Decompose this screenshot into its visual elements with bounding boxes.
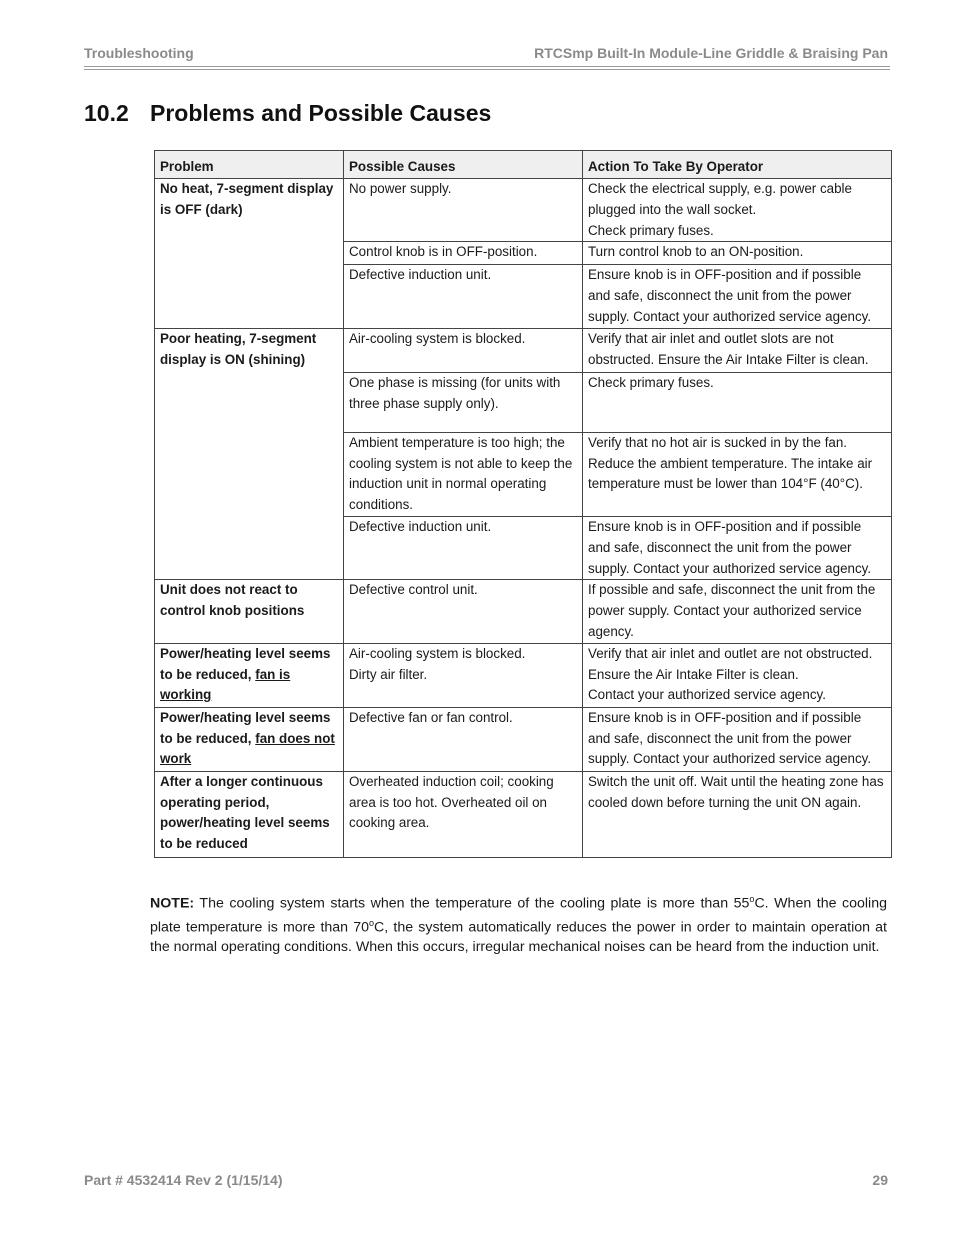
action-text: Turn control knob to an ON-position. bbox=[588, 244, 804, 260]
action-text: Check the electrical supply, e.g. power cable plugged into the wall socket. bbox=[588, 181, 852, 217]
table-body bbox=[155, 179, 892, 858]
table-row bbox=[155, 580, 892, 643]
problems-table bbox=[154, 150, 892, 858]
possible-cause-cell bbox=[344, 179, 583, 242]
action-text: Check primary fuses. bbox=[588, 222, 714, 238]
note-text-b: C. When the cooling plate temperature is more than 70 bbox=[150, 895, 887, 936]
cause-text: Overheated induction coil; cooking area is too hot. Overheated oil on cooking area. bbox=[349, 773, 554, 831]
cause-text: Defective induction unit. bbox=[349, 267, 492, 283]
action-text: Verify that no hot air is sucked in by the fan. Reduce the ambient temperature. The intake air temperature must be lower than 104°F (40°C). bbox=[588, 434, 873, 492]
possible-cause-cell bbox=[344, 432, 583, 516]
possible-cause-cell bbox=[344, 516, 583, 579]
problem-text: Poor heating, 7-segment display is ON (shining) bbox=[160, 330, 317, 367]
action-cell bbox=[583, 580, 892, 643]
possible-cause-cell bbox=[344, 328, 583, 372]
note-text-a: The cooling system starts when the temperature of the cooling plate is more than 55 bbox=[194, 895, 750, 912]
problem-text: No heat, 7-segment display is OFF (dark) bbox=[160, 181, 334, 217]
possible-cause-cell bbox=[344, 643, 583, 707]
action-cell bbox=[583, 265, 892, 328]
possible-cause-cell bbox=[344, 771, 583, 857]
possible-cause-cell bbox=[344, 242, 583, 265]
action-text: Contact your authorized service agency. bbox=[588, 687, 826, 703]
problem-text: fan is working bbox=[160, 666, 291, 703]
problem-cell bbox=[155, 771, 344, 857]
section-number: 10.2 bbox=[84, 100, 129, 126]
problem-text: fan does not work bbox=[160, 730, 335, 767]
table-row bbox=[155, 707, 892, 771]
action-cell bbox=[583, 516, 892, 579]
action-text: Ensure knob is in OFF-position and if possible and safe, disconnect the unit from the power supply. Contact your authorized service agency. bbox=[588, 709, 872, 767]
running-header-right: RTCSmp Built-In Module-Line Griddle & Braising Pan bbox=[534, 45, 888, 61]
action-text: Verify that air inlet and outlet slots are not obstructed. Ensure the Air Intake Filter is clean. bbox=[588, 330, 869, 367]
possible-cause-cell bbox=[344, 372, 583, 432]
action-cell bbox=[583, 372, 892, 432]
action-cell bbox=[583, 432, 892, 516]
problem-cell bbox=[155, 643, 344, 707]
note-label: NOTE: bbox=[150, 895, 195, 912]
action-text: Verify that air inlet and outlet are not obstructed. Ensure the Air Intake Filter is clean. bbox=[588, 645, 873, 682]
problem-cell bbox=[155, 328, 344, 580]
page-number: 29 bbox=[872, 1172, 888, 1188]
action-text: Ensure knob is in OFF-position and if possible and safe, disconnect the unit from the power supply. Contact your authorized service agency. bbox=[588, 267, 872, 324]
column-header-problem: Problem bbox=[155, 151, 344, 179]
problem-text: Unit does not react to control knob positions bbox=[160, 582, 305, 619]
degree-superscript: o bbox=[749, 894, 755, 904]
cause-text: Control knob is in OFF-position. bbox=[349, 244, 538, 260]
possible-cause-cell bbox=[344, 580, 583, 643]
problem-text: After a longer continuous operating period, power/heating level seems to be reduced bbox=[160, 773, 330, 852]
action-cell bbox=[583, 328, 892, 372]
action-cell bbox=[583, 242, 892, 265]
action-cell bbox=[583, 771, 892, 857]
footer-part-number: Part # 4532414 Rev 2 (1/15/14) bbox=[84, 1172, 283, 1188]
table-header-row bbox=[155, 151, 892, 179]
note-text-c: C, the system automatically reduces the power in order to maintain operation at the normal operating conditions. When this occurs, irregular mechanical noises can be heard from the induction unit. bbox=[150, 919, 887, 955]
action-text: Switch the unit off. Wait until the heating zone has cooled down before turning the unit ON again. bbox=[588, 773, 884, 810]
cause-text: Air-cooling system is blocked. bbox=[349, 330, 526, 346]
action-cell bbox=[583, 707, 892, 771]
table-row bbox=[155, 179, 892, 242]
note-paragraph bbox=[150, 890, 887, 957]
problem-cell bbox=[155, 707, 344, 771]
cause-text: Defective induction unit. bbox=[349, 518, 492, 534]
column-header-possible-causes: Possible Causes bbox=[344, 151, 583, 179]
cause-text: Dirty air filter. bbox=[349, 666, 428, 682]
running-header-left: Troubleshooting bbox=[84, 45, 194, 61]
action-cell bbox=[583, 643, 892, 707]
action-text: If possible and safe, disconnect the unit from the power supply. Contact your authorized service agency. bbox=[588, 582, 876, 639]
problem-cell bbox=[155, 179, 344, 329]
cause-text: Defective control unit. bbox=[349, 582, 478, 598]
possible-cause-cell bbox=[344, 265, 583, 328]
table-row bbox=[155, 771, 892, 857]
problem-text: Power/heating level seems to be reduced, bbox=[160, 645, 331, 682]
action-text: Ensure knob is in OFF-position and if possible and safe, disconnect the unit from the power supply. Contact your authorized service agency. bbox=[588, 518, 872, 576]
degree-superscript: o bbox=[369, 917, 375, 928]
column-header-action: Action To Take By Operator bbox=[583, 151, 892, 179]
cause-text: Air-cooling system is blocked. bbox=[349, 645, 526, 661]
problem-cell bbox=[155, 580, 344, 643]
problem-text: Power/heating level seems to be reduced, bbox=[160, 709, 331, 746]
cause-text: No power supply. bbox=[349, 181, 452, 196]
section-heading: Problems and Possible Causes bbox=[150, 100, 492, 126]
header-rule bbox=[84, 66, 890, 67]
table-row bbox=[155, 328, 892, 372]
action-text: Check primary fuses. bbox=[588, 374, 714, 390]
cause-text: Defective fan or fan control. bbox=[349, 709, 513, 725]
cause-text: Ambient temperature is too high; the cooling system is not able to keep the induction unit in normal operating conditions. bbox=[349, 434, 573, 513]
possible-cause-cell bbox=[344, 707, 583, 771]
cause-text: One phase is missing (for units with three phase supply only). bbox=[349, 374, 561, 411]
section-title bbox=[84, 100, 491, 127]
table-row bbox=[155, 643, 892, 707]
header-rule-double bbox=[84, 69, 890, 70]
action-cell bbox=[583, 179, 892, 242]
